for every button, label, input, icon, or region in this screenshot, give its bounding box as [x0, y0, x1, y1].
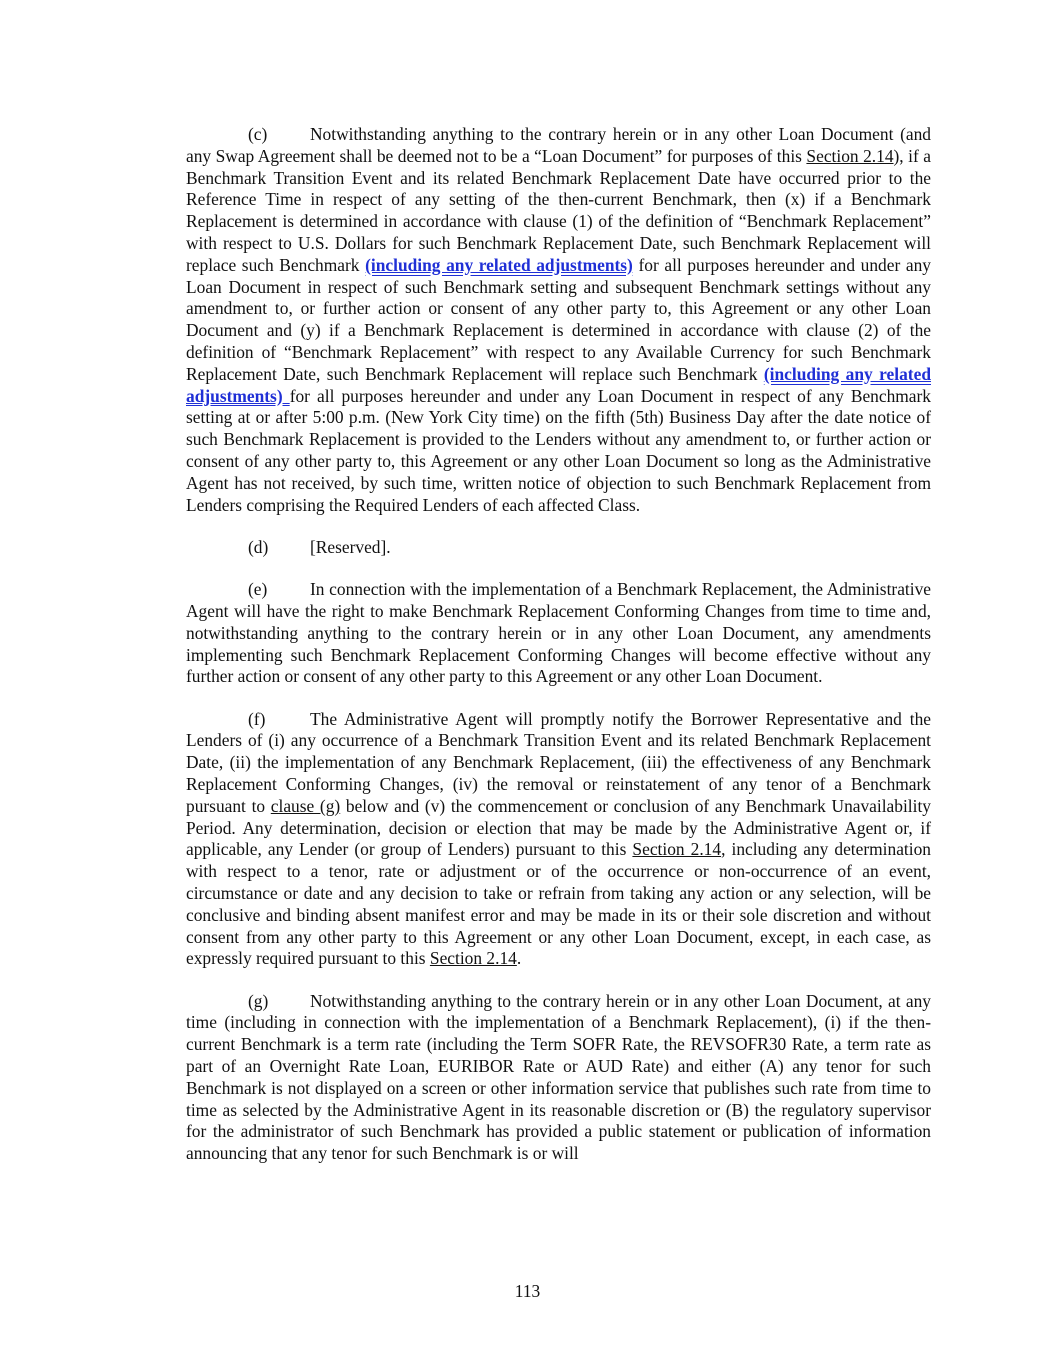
paragraph-e: [186, 579, 931, 688]
paragraph-c-text-4: for all purposes hereunder and under any Loan Document in respect of any Benchmark setting at or after 5:00 p.m. (New York City time) on the fifth (5th) Business Day after the date notice of such Benchmark Replacement is provided to the Lenders without any amendment to, or further action or consent of any other party to, this Agreement or any other Loan Document so long as the Administrative Agent has not received, by such time, written notice of objection to such Benchmark Replacement from Lenders comprising the Required Lenders of each affected Class.: [186, 385, 931, 515]
paragraph-c-text-1: Notwithstanding anything to the contrary herein or in any other Loan Document (and any Swap Agreement shall be deemed not to be a “Loan Document” for purposes of this: [186, 124, 931, 166]
paragraph-f-text-1: The Administrative Agent will promptly notify the Borrower Representative and the Lenders of (i) any occurrence of a Benchmark Transition Event and its related Benchmark Replacement Date, (ii) the implementation of any Benchmark Replacement, (iii) the effectiveness of any Benchmark Replacement Conforming Changes, (iv) the removal or reinstatement of any tenor of a Benchmark pursuant to: [186, 708, 931, 816]
paragraph-label-d: (d): [248, 536, 269, 557]
paragraph-d-text: [Reserved].: [310, 536, 391, 557]
paragraph-f-text-2: below and (v) the commencement or conclusion of any Benchmark Unavailability Period. Any determination, decision or election that may be made by the Administrative Agent or, if applicable, any Lender (or group of Lenders) pursuant to this: [186, 795, 931, 860]
paragraph-c: [186, 124, 931, 516]
paragraph-f: [186, 709, 931, 971]
clause-reference: clause (g): [270, 795, 341, 816]
paragraph-c-text-2: ), if a Benchmark Transition Event and its related Benchmark Replacement Date have occurred prior to the Reference Time in respect of any setting of the then-current Benchmark, then (x) if a Benchmark Replacement is determined in accordance with clause (1) of the definition of “Benchmark Replacement” with respect to U.S. Dollars for such Benchmark Replacement Date, such Benchmark Replacement will replace such Benchmark: [186, 145, 931, 275]
paragraph-e-text: In connection with the implementation of a Benchmark Replacement, the Administrative Agent will have the right to make Benchmark Replacement Conforming Changes from time to time and, notwithstanding anything to the contrary herein or in any other Loan Document, any amendments implementing such Benchmark Replacement Conforming Changes will become effective without any further action or consent of any other party to this Agreement or any other Loan Document.: [186, 579, 931, 687]
section-reference: Section 2.14: [806, 145, 894, 166]
paragraph-g-text: Notwithstanding anything to the contrary herein or in any other Loan Document, at any time (including in connection with the implementation of a Benchmark Replacement), (i) if the then-current Benchmark is a term rate (including the Term SOFR Rate, the REVSOFR30 Rate, a term rate as part of an Overnight Rate Loan, EURIBOR Rate or AUD Rate) and either (A) any tenor for such Benchmark is not displayed on a screen or other information service that publishes such rate from time to time as selected by the Administrative Agent in its reasonable discretion or (B) the regulatory supervisor for the administrator of such Benchmark has provided a public statement or publication of information announcing that any tenor for such Benchmark is or will: [186, 990, 931, 1164]
section-reference: Section 2.14: [632, 839, 722, 860]
section-reference: Section 2.14: [429, 948, 517, 969]
inserted-text-link[interactable]: (including any related adjustments): [186, 363, 931, 406]
paragraph-g: [186, 991, 931, 1165]
page-number: 113: [514, 1281, 541, 1301]
paragraph-label-f: (f): [248, 708, 266, 729]
inserted-text-link[interactable]: (including any related adjustments): [365, 254, 633, 275]
paragraph-label-g: (g): [248, 990, 269, 1011]
paragraph-label-c: (c): [248, 124, 268, 144]
paragraph-f-text-3: , including any determination with respect to a tenor, rate or adjustment or of the occurrence or non-occurrence of an event, circumstance or date and any decision to take or refrain from taking any action or any selection, will be conclusive and binding absent manifest error and may be made in its or their sole discretion and without consent from any other party to this Agreement or any other Loan Document, except, in each case, as expressly required pursuant to this: [186, 839, 931, 969]
document-body: [186, 124, 931, 1186]
paragraph-c-text-3: for all purposes hereunder and under any Loan Document in respect of such Benchmark setting and subsequent Benchmark settings without any amendment to, or further action or consent of any other party to, this Agreement or any other Loan Document and (y) if a Benchmark Replacement is determined in accordance with clause (2) of the definition of “Benchmark Replacement” with respect to any Available Currency for such Benchmark Replacement Date, such Benchmark Replacement will replace such Benchmark: [186, 254, 931, 384]
paragraph-f-text-4: .: [516, 948, 522, 969]
paragraph-d: [186, 537, 931, 559]
paragraph-label-e: (e): [248, 579, 268, 600]
